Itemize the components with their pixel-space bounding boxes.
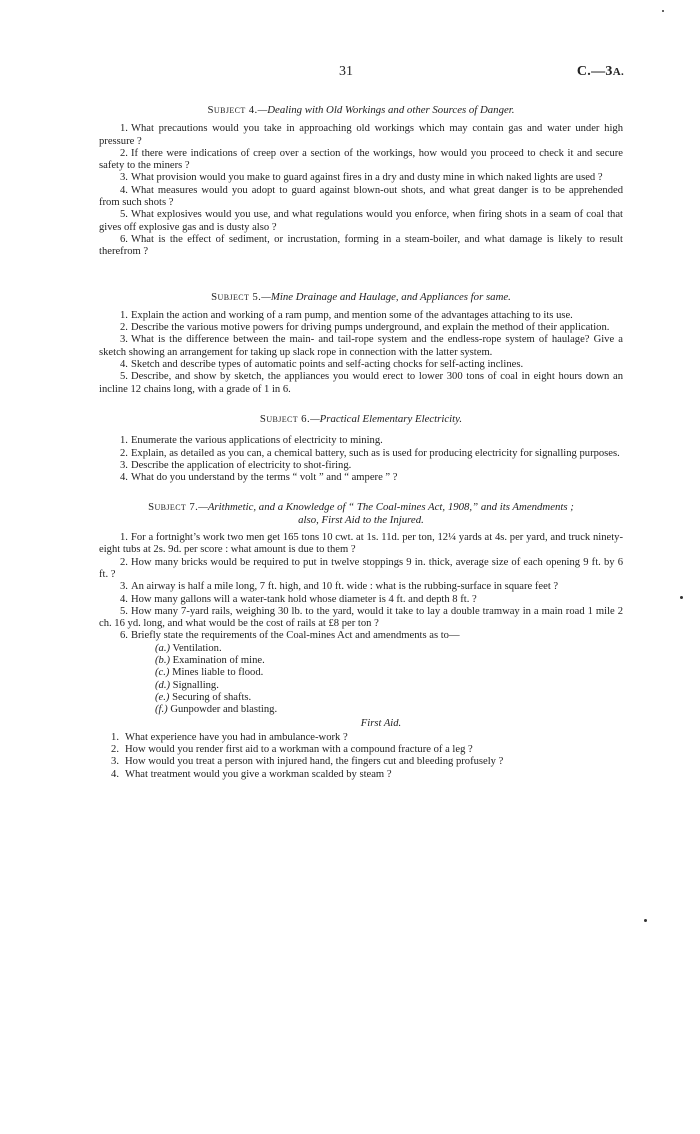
subject-6-questions xyxy=(99,435,623,484)
question: 3. An airway is half a mile long, 7 ft. high, and 10 ft. wide : what is the rubbing-surface in square feet ? xyxy=(120,581,559,593)
list-item: (a.) Ventilation. xyxy=(155,642,222,654)
question: 2. How would you render first aid to a workman with a compound fracture of a leg ? xyxy=(111,744,473,756)
question: 2. Explain, as detailed as you can, a chemical battery, such as is used for producing electricity for signalling purposes. xyxy=(120,447,620,459)
question: 2. If there were indications of creep over a section of the workings, how would you proceed to check it and secure safety to the miners ? xyxy=(99,147,623,172)
subject-5-heading: —Mine Drainage and Haulage, and Appliances for same. xyxy=(261,290,511,303)
subject-6-heading: —Practical Elementary Electricity. xyxy=(310,412,463,425)
question: 5. How many 7-yard rails, weighing 30 lb. to the yard, would it take to lay a double tramway in a main road 1 mile 2 ch. 16 yd. long, and what would be the cost of rails at £8 per ton ? xyxy=(99,605,623,630)
first-aid-title: First Aid. xyxy=(360,718,402,730)
question: 1. What precautions would you take in approaching old workings which may contain gas and water under high pressure ? xyxy=(99,123,623,147)
scan-speck xyxy=(680,596,683,599)
page-header xyxy=(0,66,700,84)
list-item: (e.) Securing of shafts. xyxy=(155,691,252,703)
page-number: 31 xyxy=(339,64,353,79)
question: 2. Describe the various motive powers for driving pumps underground, and explain the method of their application. xyxy=(120,322,610,334)
question: 6. What is the effect of sediment, or incrustation, forming in a steam-boiler, and what damage is likely to result therefrom ? xyxy=(99,233,623,258)
question: 1. Enumerate the various applications of electricity to mining. xyxy=(120,435,383,447)
scan-speck xyxy=(644,919,647,922)
page-content xyxy=(99,104,623,781)
subject-7-questions xyxy=(99,532,623,643)
subject-7-heading-line2: also, First Aid to the Injured. xyxy=(298,513,424,526)
subject-5-title xyxy=(99,291,623,303)
document-code xyxy=(577,66,624,78)
subject-4-questions xyxy=(99,123,623,258)
subject-4-heading: —Dealing with Old Workings and other Sources of Danger. xyxy=(257,104,515,116)
subject-4-title xyxy=(99,104,623,116)
question: 4. What treatment would you give a workman scalded by steam ? xyxy=(111,768,392,780)
subject-7-title xyxy=(99,501,623,526)
question: 6. Briefly state the requirements of the Coal-mines Act and amendments as to— xyxy=(120,630,460,642)
question: 3. What is the difference between the main- and tail-rope system and the endless-rope system of haulage? Give a sketch showing an arrangement for taking up slack rope in connection with the latter system. xyxy=(99,334,623,358)
question: 1. What experience have you had in ambulance-work ? xyxy=(111,731,348,743)
question: 1. Explain the action and working of a ram pump, and mention some of the advantages attaching to its use. xyxy=(120,309,573,321)
list-item: (c.) Mines liable to flood. xyxy=(155,667,264,679)
question: 2. How many bricks would be required to put in twelve stoppings 9 in. thick, average size of each opening 9 ft. by 6 ft. ? xyxy=(99,556,623,580)
question: 5. What explosives would you use, and what regulations would you enforce, when firing shots in a seam of coal that gives off explosive gas and is dusty also ? xyxy=(99,209,623,233)
question: 3. What provision would you make to guard against fires in a dry and dusty mine in which naked lights are used ? xyxy=(120,172,603,184)
question: 1. For a fortnight’s work two men get 165 tons 10 cwt. at 1s. 11d. per ton, 12¼ yards at 4s. per yard, and truck ninety-eight tubs at 2s. 9d. per score : what amount is due to them ? xyxy=(99,532,623,556)
document-code-suffix: A. xyxy=(612,66,624,78)
question: 4. What measures would you adopt to guard against blown-out shots, and what great danger is to be apprehended from such shots ? xyxy=(99,184,623,209)
question: 4. What do you understand by the terms “ volt ” and “ ampere ” ? xyxy=(120,472,398,484)
scan-speck xyxy=(662,10,664,12)
subject-4-label: Subject 4. xyxy=(207,104,258,116)
question: 5. Describe, and show by sketch, the appliances you would erect to lower 300 tons of coal in eight hours down an incline 12 chains long, with a grade of 1 in 6. xyxy=(99,371,623,395)
subject-5-questions xyxy=(99,310,623,396)
subject-5-label: Subject 5. xyxy=(211,290,262,303)
question: 4. How many gallons will a water-tank hold whose diameter is 4 ft. and depth 8 ft. ? xyxy=(120,593,477,605)
subject-7-heading-line1: —Arithmetic, and a Knowledge of “ The Coal-mines Act, 1908,” and its Amendments ; xyxy=(198,501,574,514)
list-item: (b.) Examination of mine. xyxy=(155,654,265,666)
first-aid-questions xyxy=(99,732,623,781)
question: 3. How would you treat a person with injured hand, the fingers cut and bleeding profusely ? xyxy=(111,756,504,768)
list-item: (d.) Signalling. xyxy=(155,679,219,691)
question: 3. Describe the application of electricity to shot-firing. xyxy=(120,459,352,471)
act-requirements-list xyxy=(99,643,623,717)
subject-6-label: Subject 6. xyxy=(259,412,311,425)
document-code-main: C.—3 xyxy=(576,64,613,79)
question: 4. Sketch and describe types of automatic points and self-acting chocks for self-acting inclines. xyxy=(120,359,524,371)
subject-6-title xyxy=(99,413,623,425)
list-item: (f.) Gunpowder and blasting. xyxy=(155,704,278,716)
subject-7-label: Subject 7. xyxy=(148,501,199,514)
